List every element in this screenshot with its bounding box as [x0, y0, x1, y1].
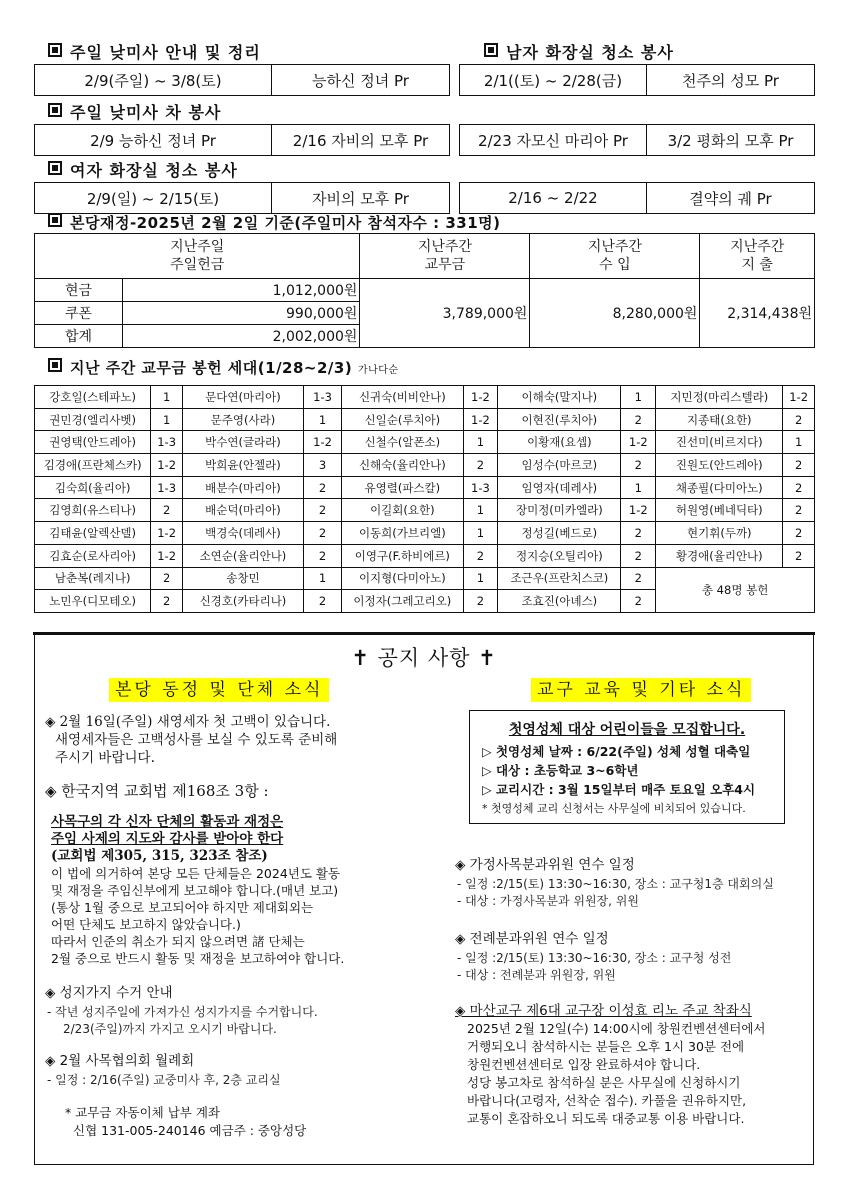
donor-row [35, 454, 815, 477]
donor-name: 송창민 [182, 567, 303, 590]
palm-notice-line: - 작년 성지주일에 가져가신 성지가지를 수거합니다. [47, 1005, 318, 1019]
donor-name: 권민경(엘리사벳) [35, 408, 151, 431]
council-notice-line: - 일정 : 2/16(주일) 교중미사 후, 2층 교리실 [47, 1073, 281, 1087]
account-number: 신협 131-005-240146 예금주 : 중앙성당 [73, 1123, 307, 1138]
donor-months: 2 [783, 476, 815, 499]
donor-name: 이동희(가브리엘) [342, 522, 463, 545]
donor-name: 진선미(비르지다) [656, 431, 783, 454]
donor-months: 1 [303, 567, 341, 590]
donor-name: 강호일(스테파노) [35, 386, 151, 409]
donor-name: 이현진(루치아) [498, 408, 621, 431]
notice-left-heading: 본당 동정 및 단체 소식 [109, 675, 329, 700]
donor-name: 김효순(로사리아) [35, 544, 151, 567]
donor-months: 1 [463, 567, 498, 590]
donor-months: 2 [303, 544, 341, 567]
men-restroom-group: 천주의 성모 Pr [646, 65, 814, 95]
women-restroom-period: 2/9(일) ~ 2/15(토) [86, 189, 220, 208]
donor-months: 1-2 [621, 499, 656, 522]
donor-name: 정지승(오틸리아) [498, 544, 621, 567]
donor-months: 2 [621, 567, 656, 590]
donor-months: 2 [303, 522, 341, 545]
women-restroom-heading: 여자 화장실 청소 봉사 [48, 158, 238, 181]
donor-months: 2 [303, 590, 341, 613]
donor-months: 2 [783, 408, 815, 431]
finance-tithe: 3,789,000원 [360, 279, 530, 348]
donor-row [35, 522, 815, 545]
donor-months: 2 [151, 590, 183, 613]
donor-row [35, 431, 815, 454]
bishop-installation-line: 거행되오니 참석하시는 분들은 오후 1시 30분 전에 [467, 1039, 745, 1054]
finance-col-header: 지난주일 주일헌금 [35, 234, 360, 279]
donor-months: 1-2 [463, 408, 498, 431]
donor-name: 김경애(프란체스카) [35, 454, 151, 477]
donor-name: 문다연(마리아) [182, 386, 303, 409]
men-restroom-heading: 남자 화장실 청소 봉사 [484, 40, 674, 63]
donor-months: 2 [783, 522, 815, 545]
donor-months: 1-2 [621, 431, 656, 454]
donor-name: 황경애(율리안나) [656, 544, 783, 567]
confession-line: ◈ 2월 16일(주일) 새영세자 첫 고백이 있습니다. [45, 714, 331, 730]
council-notice-title: ◈ 2월 사목협의회 월례회 [45, 1053, 195, 1069]
donor-months: 1 [303, 408, 341, 431]
finance-heading: 본당재정-2025년 2월 2일 기준(주일미사 참석자수 : 331명) [48, 212, 501, 233]
donor-name: 박희윤(안젤라) [182, 454, 303, 477]
bishop-installation-line: 바랍니다(고령자, 선착순 접수). 카풀을 권유하지만, [467, 1093, 747, 1108]
donor-name: 남춘복(레지나) [35, 567, 151, 590]
women-restroom-box-2 [459, 182, 815, 214]
finance-expense: 2,314,438원 [700, 279, 815, 348]
donor-name: 신철수(알폰소) [342, 431, 463, 454]
donor-months: 1 [783, 431, 815, 454]
donors-heading: 지난 주간 교무금 봉헌 세대(1/28~2/3) 가나다순 [48, 357, 399, 378]
donor-months: 1-2 [783, 386, 815, 409]
donor-name: 신일순(루치아) [342, 408, 463, 431]
donor-name: 현기휘(두까) [656, 522, 783, 545]
square-bullet-icon [48, 213, 62, 227]
tea-service-box-2 [459, 124, 815, 156]
tea-service-item: 2/16 자비의 모후 Pr [271, 125, 449, 155]
donor-months: 1 [621, 476, 656, 499]
donor-months: 1-2 [151, 522, 183, 545]
notice-title: ✝ 공지 사항 ✝ [351, 646, 497, 670]
finance-col-header: 지난주간 수 입 [530, 234, 700, 279]
tea-service-item: 3/2 평화의 모후 Pr [646, 125, 814, 155]
church-law-line: 및 재정을 주임신부에게 보고해야 합니다.(매년 보고) [51, 883, 339, 898]
finance-row-value: 1,012,000원 [123, 279, 360, 302]
donor-months: 1 [463, 522, 498, 545]
church-law-line: 따라서 인준의 취소가 되지 않으려면 諸 단체는 [51, 934, 305, 949]
donor-name: 박수연(글라라) [182, 431, 303, 454]
square-bullet-icon [48, 43, 62, 57]
square-bullet-icon [48, 161, 62, 175]
donor-months: 2 [463, 590, 498, 613]
finance-row-value: 2,002,000원 [123, 325, 360, 348]
donor-months: 1-2 [151, 544, 183, 567]
donor-months: 1 [621, 386, 656, 409]
donor-name: 배분수(마리아) [182, 476, 303, 499]
church-law-line: (교회법 제305, 315, 323조 참조) [51, 848, 268, 864]
mass-guide-heading: 주일 낮미사 안내 및 정리 [48, 40, 261, 63]
square-bullet-icon [48, 103, 62, 117]
donor-name: 이정자(그레고리오) [342, 590, 463, 613]
donor-name: 노민우(디모테오) [35, 590, 151, 613]
church-law-line: 사목구의 각 신자 단체의 활동과 재정은 [51, 814, 284, 830]
finance-table [34, 233, 815, 348]
donor-name: 이영구(F.하비에르) [342, 544, 463, 567]
donor-months: 2 [463, 454, 498, 477]
account-label: * 교무금 자동이체 납부 계좌 [65, 1105, 220, 1120]
donor-row [35, 544, 815, 567]
donor-name: 지민정(마리스텔라) [656, 386, 783, 409]
bishop-installation-line: 교통이 혼잡하오니 되도록 대중교통 이용 바랍니다. [467, 1111, 745, 1126]
donor-name: 임영자(데레사) [498, 476, 621, 499]
bishop-installation-line: 성당 봉고차로 참석하실 분은 사무실에 신청하시기 [467, 1075, 741, 1090]
donors-table [34, 385, 815, 613]
women-restroom-group: 결약의 궤 Pr [646, 183, 814, 213]
donor-name: 임성수(마르코) [498, 454, 621, 477]
donor-name: 이황재(요셉) [498, 431, 621, 454]
donor-row [35, 476, 815, 499]
men-restroom-period: 2/1((토) ~ 2/28(금) [483, 71, 623, 90]
donor-months: 1-2 [463, 386, 498, 409]
men-restroom-box [459, 64, 815, 96]
women-restroom-group: 자비의 모후 Pr [271, 183, 449, 213]
donor-name: 김영희(유스티나) [35, 499, 151, 522]
donor-name: 김태윤(알렉산델) [35, 522, 151, 545]
finance-col-header: 지난주간 교무금 [360, 234, 530, 279]
donor-months: 1-3 [463, 476, 498, 499]
donor-months: 1-3 [151, 431, 183, 454]
donor-months: 1-2 [303, 431, 341, 454]
finance-row-label: 현금 [35, 279, 123, 302]
donor-months: 2 [621, 590, 656, 613]
first-communion-line: ▷ 첫영성체 날짜 : 6/22(주일) 성체 성혈 대축일 [482, 744, 751, 759]
mass-guide-box [34, 64, 450, 96]
donor-months: 2 [783, 454, 815, 477]
donor-row [35, 408, 815, 431]
donor-name: 채종필(다미아노) [656, 476, 783, 499]
donor-months: 2 [621, 522, 656, 545]
first-communion-box [469, 710, 785, 824]
bishop-installation-line: 창원컨벤션센터로 입장 완료하셔야 합니다. [467, 1057, 701, 1072]
family-training-title: ◈ 가정사목분과위원 연수 일정 [455, 857, 635, 873]
notice-top-rule [33, 632, 815, 635]
donor-name: 진원도(안드레아) [656, 454, 783, 477]
notice-box [34, 633, 814, 1165]
donor-months: 1 [463, 431, 498, 454]
family-training-line: - 대상 : 가정사목분과 위원장, 위원 [457, 894, 639, 908]
finance-row-label: 합계 [35, 325, 123, 348]
donor-name: 이길회(요한) [342, 499, 463, 522]
finance-col-header: 지난주간 지 출 [700, 234, 815, 279]
women-restroom-box-1 [34, 182, 450, 214]
donor-months: 2 [151, 499, 183, 522]
donor-months: 2 [303, 476, 341, 499]
tea-service-heading: 주일 낮미사 차 봉사 [48, 100, 221, 123]
first-communion-note: * 첫영성체 교리 신청서는 사무실에 비치되어 있습니다. [482, 802, 746, 815]
donor-months: 2 [783, 499, 815, 522]
liturgy-training-title: ◈ 전례분과위원 연수 일정 [455, 931, 609, 947]
donor-name: 장미정(미카엘라) [498, 499, 621, 522]
donors-total: 총 48명 봉헌 [656, 567, 815, 612]
donor-name: 신귀숙(비비안나) [342, 386, 463, 409]
donor-name: 이지형(다미아노) [342, 567, 463, 590]
notice-right-heading: 교구 교육 및 기타 소식 [531, 675, 751, 700]
finance-row-value: 990,000원 [123, 302, 360, 325]
confession-line: 새영세자들은 고백성사를 보실 수 있도록 준비해 [55, 732, 338, 748]
donor-months: 1 [151, 386, 183, 409]
donor-name: 조근우(프란치스코) [498, 567, 621, 590]
donor-name: 이해숙(말지나) [498, 386, 621, 409]
first-communion-line: ▷ 대상 : 초등학교 3~6학년 [482, 763, 639, 778]
confession-line: 주시기 바랍니다. [55, 750, 155, 766]
first-communion-line: ▷ 교리시간 : 3월 15일부터 매주 토요일 오후4시 [482, 782, 756, 797]
square-bullet-icon [484, 43, 498, 57]
church-law-line: 어떤 단체도 보고하지 않았습니다.) [51, 917, 241, 932]
liturgy-training-line: - 대상 : 전례분과 위원장, 위원 [457, 968, 616, 982]
donor-name: 지종태(요한) [656, 408, 783, 431]
liturgy-training-line: - 일정 :2/15(토) 13:30~16:30, 장소 : 교구청 성전 [457, 951, 732, 965]
donor-name: 백경숙(데레사) [182, 522, 303, 545]
donor-name: 정성길(베드로) [498, 522, 621, 545]
church-law-line: 이 법에 의거하여 본당 모든 단체들은 2024년도 활동 [51, 866, 341, 881]
family-training-line: - 일정 :2/15(토) 13:30~16:30, 장소 : 교구청1층 대회의실 [457, 877, 774, 891]
first-communion-title: 첫영성체 대상 어린이들을 모집합니다. [508, 722, 746, 738]
tea-service-item: 2/9 능하신 정녀 Pr [90, 131, 216, 150]
bishop-installation-title: ◈ 마산교구 제6대 교구장 이성효 리노 주교 착좌식 [455, 1003, 752, 1019]
finance-income: 8,280,000원 [530, 279, 700, 348]
donor-name: 권영택(안드레아) [35, 431, 151, 454]
donor-name: 신해숙(율리안나) [342, 454, 463, 477]
donor-months: 1 [151, 408, 183, 431]
donor-row [35, 567, 815, 590]
donor-name: 문주영(사라) [182, 408, 303, 431]
church-law-line: 2월 중으로 반드시 활동 및 재정을 보고하여야 합니다. [51, 951, 345, 966]
mass-guide-group: 능하신 정녀 Pr [271, 65, 449, 95]
donor-name: 김숙희(율리아) [35, 476, 151, 499]
donor-months: 1 [463, 499, 498, 522]
donor-name: 조효진(아녜스) [498, 590, 621, 613]
donor-months: 2 [783, 544, 815, 567]
donor-name: 소연순(율리안나) [182, 544, 303, 567]
church-law-line: 주임 사제의 지도와 감사를 받아야 한다 [51, 831, 284, 847]
donor-name: 유영렬(파스칼) [342, 476, 463, 499]
church-law-line: (통상 1월 중으로 보고되어야 하지만 제대회외는 [51, 900, 314, 915]
bishop-installation-line: 2025년 2월 12일(수) 14:00시에 창원컨벤션센터에서 [467, 1021, 766, 1036]
donor-months: 1-3 [151, 476, 183, 499]
finance-row-label: 쿠폰 [35, 302, 123, 325]
women-restroom-period: 2/16 ~ 2/22 [508, 189, 598, 207]
donor-row [35, 499, 815, 522]
donor-name: 배순덕(마리아) [182, 499, 303, 522]
square-bullet-icon [48, 358, 62, 372]
donor-months: 2 [303, 499, 341, 522]
tea-service-item: 2/23 자모신 마리아 Pr [478, 131, 628, 150]
donor-months: 2 [621, 544, 656, 567]
donor-months: 3 [303, 454, 341, 477]
donor-months: 2 [463, 544, 498, 567]
donor-name: 신경호(카타리나) [182, 590, 303, 613]
donor-months: 1-3 [303, 386, 341, 409]
donor-months: 1-2 [151, 454, 183, 477]
tea-service-box-1 [34, 124, 450, 156]
church-law-title: ◈ 한국지역 교회법 제168조 3항 : [45, 782, 269, 800]
donor-months: 2 [621, 454, 656, 477]
palm-notice-line: 2/23(주일)까지 가지고 오시기 바랍니다. [63, 1022, 277, 1036]
donor-row [35, 386, 815, 409]
donor-months: 2 [621, 408, 656, 431]
donor-name: 허원영(베네딕타) [656, 499, 783, 522]
mass-guide-period: 2/9(주일) ~ 3/8(토) [84, 71, 222, 90]
palm-notice-title: ◈ 성지가지 수거 안내 [45, 985, 173, 1001]
donor-months: 2 [151, 567, 183, 590]
donors-table-body [35, 386, 815, 613]
